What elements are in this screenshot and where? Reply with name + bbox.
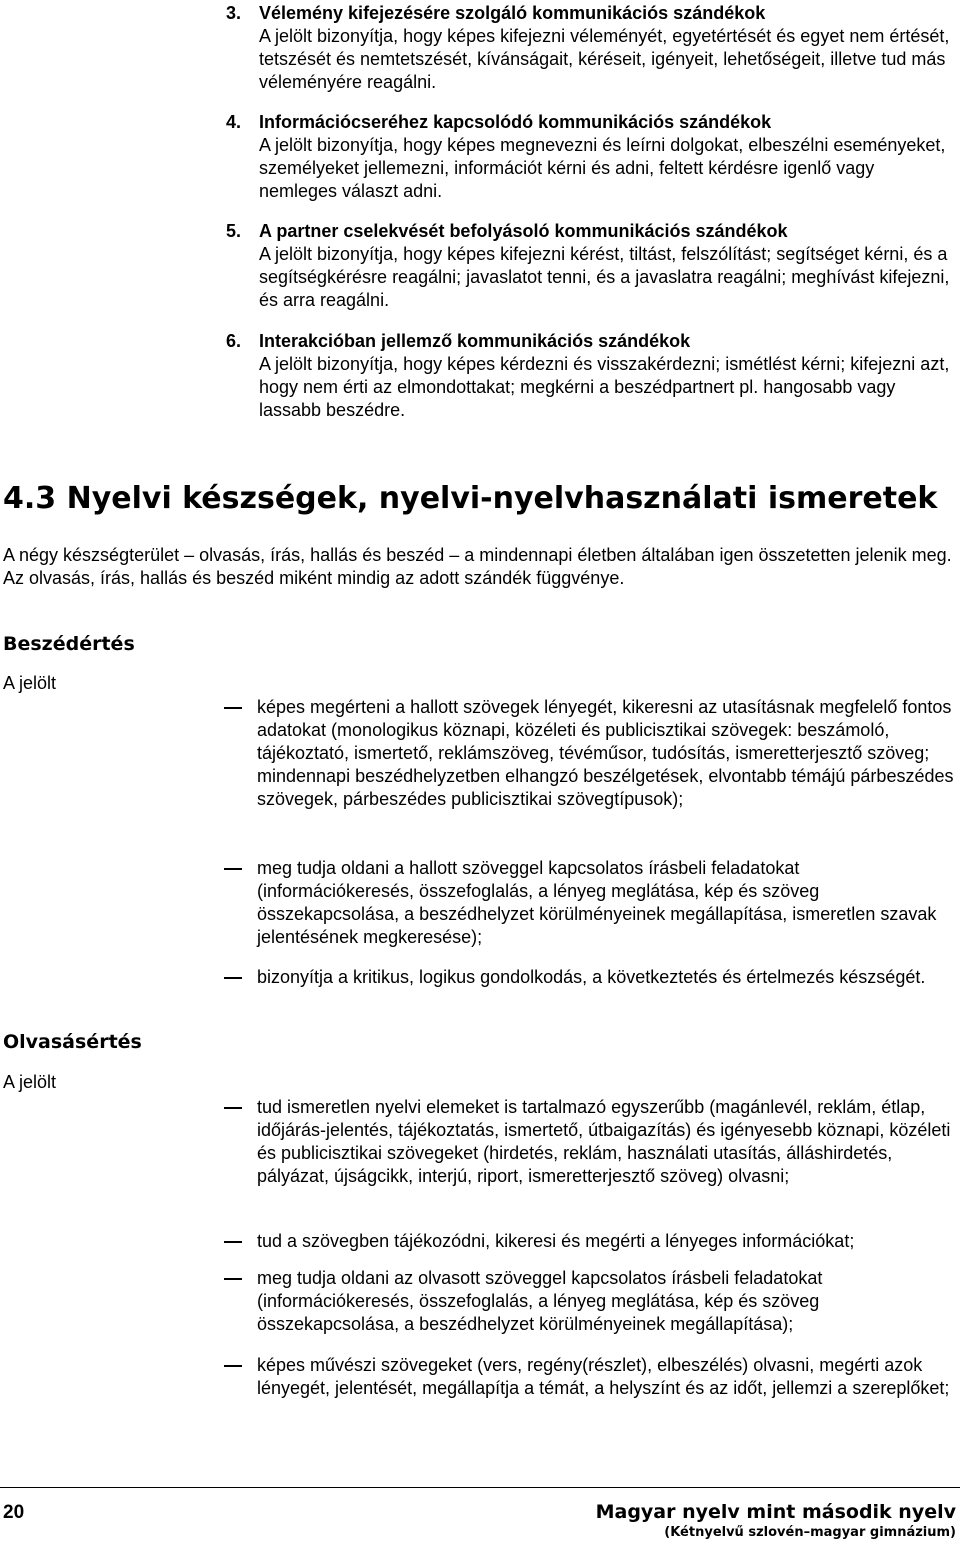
bullet-text: tud a szövegben tájékozódni, kikeresi és megérti a lényeges információkat; xyxy=(257,1231,855,1251)
olvasasertes-candidate: A jelölt xyxy=(3,1072,57,1092)
footer-divider xyxy=(0,1487,960,1488)
page-number: 20 xyxy=(3,1502,25,1523)
beszedertes-bullet-1 xyxy=(224,696,958,811)
dash-bullet xyxy=(224,696,257,811)
dash-bullet xyxy=(224,1230,257,1253)
item-title: Információcseréhez kapcsolódó kommunikációs szándékok xyxy=(259,112,772,132)
item-number: 3. xyxy=(226,3,242,23)
beszedertes-candidate: A jelölt xyxy=(3,673,57,693)
olvasasertes-bullet-1 xyxy=(224,1096,958,1188)
item-6 xyxy=(226,330,956,422)
bullet-text: képes művészi szövegeket (vers, regény(részlet), elbeszélés) olvasni, megérti azok lényegét, jelentését, megállapítja a témát, a helyszínt és az időt, jellemzi a szereplőket; xyxy=(257,1355,950,1398)
olvasasertes-bullet-2 xyxy=(224,1230,958,1253)
beszedertes-bullet-3 xyxy=(224,966,958,989)
item-title: Vélemény kifejezésére szolgáló kommunikációs szándékok xyxy=(259,3,766,23)
dash-bullet xyxy=(224,1354,257,1400)
beszedertes-heading: Beszédértés xyxy=(3,633,135,655)
bullet-text: meg tudja oldani a hallott szöveggel kapcsolatos írásbeli feladatokat (információkeresés, összefoglalás, a lényeg meglátása, kép és szöveg összekapcsolása, a beszédhelyzet körülményeinek megállapítása, ismeretlen szavak jelentésének megkeresése); xyxy=(257,858,937,947)
olvasasertes-bullet-3 xyxy=(224,1267,958,1336)
dash-bullet xyxy=(224,966,257,989)
item-text: A jelölt bizonyítja, hogy képes kifejezni kérést, tiltást, felszólítást; segítséget kérni, és a segítségkérésre reagálni; javaslatot tenni, és a javaslatra reagálni; meghívást kifejezni, és arra reagálni. xyxy=(259,244,950,310)
item-title: A partner cselekvését befolyásoló kommunikációs szándékok xyxy=(259,221,788,241)
item-number: 5. xyxy=(226,221,242,241)
item-text: A jelölt bizonyítja, hogy képes kérdezni és visszakérdezni; ismétlést kérni; kifejezni azt, hogy nem érti az elmondottakat; megkérni a beszédpartnert pl. hangosabb vagy lassabb beszédre. xyxy=(259,354,950,420)
bullet-text: meg tudja oldani az olvasott szöveggel kapcsolatos írásbeli feladatokat (információkeresés, összefoglalás, a lényeg meglátása, kép és szöveg összekapcsolása, a beszédhelyzet körülményeinek megállapítása); xyxy=(257,1268,823,1334)
item-4 xyxy=(226,111,956,203)
item-3 xyxy=(226,2,956,94)
item-number: 4. xyxy=(226,112,242,132)
item-title: Interakcióban jellemző kommunikációs szándékok xyxy=(259,331,691,351)
dash-bullet xyxy=(224,1096,257,1188)
bullet-text: képes megérteni a hallott szövegek lényegét, kikeresni az utasításnak megfelelő fontos adatokat (monologikus köznapi, közéleti és publicisztikai szövegek: beszámoló, tájékoztató, ismertető, reklámszöveg, tévéműsor, tudósítás, ismeretterjesztő szöveg; mindennapi beszédhelyzetben elhangzó beszélgetések, elvontabb témájú párbeszédes szövegek, párbeszédes publicisztikai szövegtípusok); xyxy=(257,697,954,809)
item-5 xyxy=(226,220,956,312)
footer-title: Magyar nyelv mint második nyelv xyxy=(595,1501,956,1523)
section-title: 4.3 Nyelvi készségek, nyelvi-nyelvhasználati ismeretek xyxy=(3,481,938,516)
olvasasertes-heading: Olvasásértés xyxy=(3,1031,142,1053)
item-number: 6. xyxy=(226,331,242,351)
olvasasertes-bullet-4 xyxy=(224,1354,958,1400)
dash-bullet xyxy=(224,1267,257,1336)
beszedertes-bullet-2 xyxy=(224,857,958,949)
intro-paragraph: A négy készségterület – olvasás, írás, hallás és beszéd – a mindennapi életben általában igen összetetten jelenik meg. Az olvasás, írás, hallás és beszéd miként mindig az adott szándék függvénye. xyxy=(3,545,952,588)
item-text: A jelölt bizonyítja, hogy képes kifejezni véleményét, egyetértését és egyet nem értését, tetszését és nemtetszését, kívánságait, kéréseit, igényeit, lehetőségeit, illetve tud más véleményére reagálni. xyxy=(259,26,950,92)
footer-subtitle: (Kétnyelvű szlovén–magyar gimnázium) xyxy=(664,1525,956,1540)
bullet-text: tud ismeretlen nyelvi elemeket is tartalmazó egyszerűbb (magánlevél, reklám, étlap, időjárás-jelentés, tájékoztatás, ismertető, útbaigazítás) és igényesebb köznapi, közéleti és publicisztikai szövegeket (hirdetés, reklám, használati utasítás, álláshirdetés, pályázat, újságcikk, interjú, riport, ismeretterjesztő szöveg) olvasni; xyxy=(257,1097,951,1186)
dash-bullet xyxy=(224,857,257,949)
item-text: A jelölt bizonyítja, hogy képes megnevezni és leírni dolgokat, elbeszélni eseményeket, személyeket jellemezni, információt kérni és adni, feltett kérdésre igenlő vagy nemleges választ adni. xyxy=(259,135,946,201)
bullet-text: bizonyítja a kritikus, logikus gondolkodás, a következtetés és értelmezés készségét. xyxy=(257,967,926,987)
